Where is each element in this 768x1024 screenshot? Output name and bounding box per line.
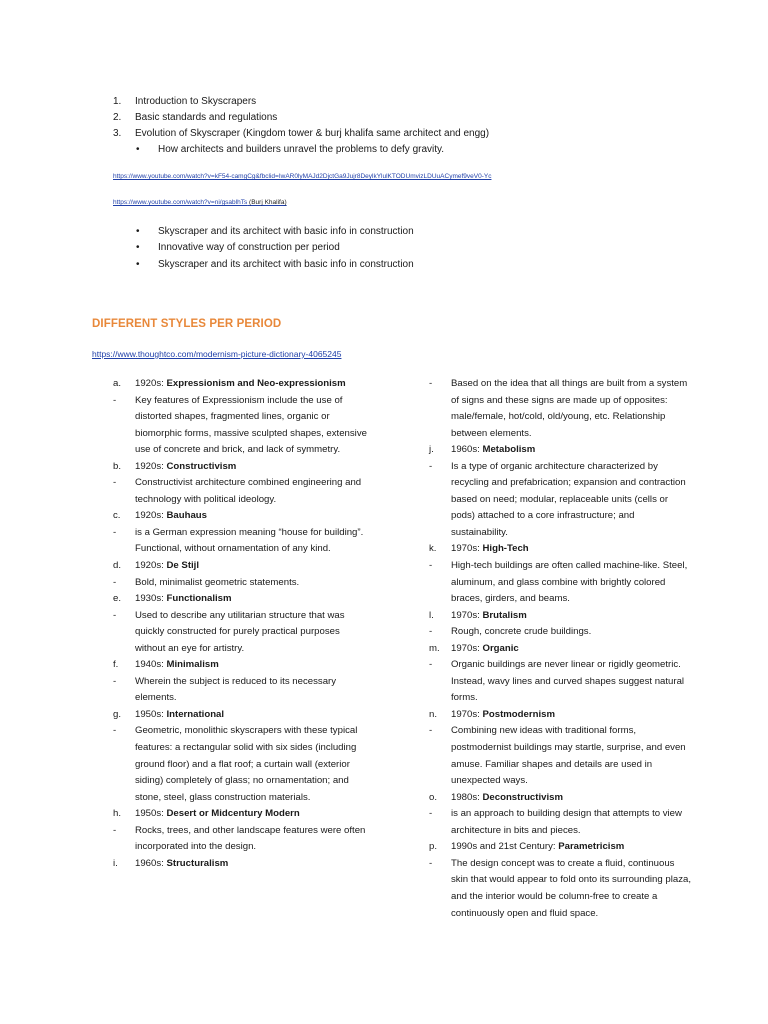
style-entry-desc: - Bold, minimalist geometric statements. xyxy=(113,576,300,588)
style-entry-title: j. 1960s: Metabolism xyxy=(429,444,536,456)
bullet-icon: • xyxy=(136,242,140,253)
bullet-item: • Skyscraper and its architect with basic info in construction xyxy=(136,226,414,237)
sub-bullet-text: How architects and builders unravel the problems to defy gravity. xyxy=(158,144,445,155)
style-entry-title: h. 1950s: Desert or Midcentury Modern xyxy=(113,808,300,820)
style-entry-desc: - High-tech buildings are often called machine-like. Steel, aluminum, and glass combine with brightly colored braces, girders, and beams. xyxy=(429,560,688,605)
link-note: (Burj Khalifa) xyxy=(249,199,287,206)
style-entry-title: g. 1950s: International xyxy=(113,708,225,720)
style-entry-title: c. 1920s: Bauhaus xyxy=(113,510,208,522)
list-item: 3. Evolution of Skyscraper (Kingdom tower & burj khalifa same architect and engg) xyxy=(113,128,490,139)
style-entry-desc: - Constructivist architecture combined engineering and technology with political ideology. xyxy=(113,477,362,505)
style-entry-desc: - Based on the idea that all things are built from a system of signs and these signs are made up of opposites: male/female, hot/cold, old/young, etc. Relationship between elements. xyxy=(429,378,688,439)
style-entry-desc: - Wherein the subject is reduced to its necessary elements. xyxy=(113,675,337,704)
style-entry-desc: - Used to describe any utilitarian structure that was quickly constructed for purely practical purposes without an eye for artistry. xyxy=(113,609,345,654)
youtube-link-2[interactable]: https://www.youtube.com/watch?v=ni/gsablhTs xyxy=(113,199,248,206)
style-entry-desc: - Key features of Expressionism include the use of distorted shapes, fragmented lines, organic or biomorphic forms, massive sculpted shapes, extensive use of concrete and brick, and lack of symmetry. xyxy=(113,394,367,456)
style-entry-title: i. 1960s: Structuralism xyxy=(113,857,229,869)
bullet-icon: • xyxy=(136,259,140,270)
style-entry-title: b. 1920s: Constructivism xyxy=(113,460,237,472)
style-entry-title: d. 1920s: De Stijl xyxy=(113,560,200,572)
style-entry-desc: - is a German expression meaning “house for building”. Functional, without ornamentation of any kind. xyxy=(113,526,364,555)
style-entry-title: a. 1920s: Expressionism and Neo-expressionism xyxy=(113,378,346,389)
style-entry-title: l. 1970s: Brutalism xyxy=(429,609,527,621)
bullet-item: • Skyscraper and its architect with basic info in construction xyxy=(136,259,414,270)
list-item: 1. Introduction to Skyscrapers xyxy=(113,96,257,107)
youtube-link-1[interactable]: https://www.youtube.com/watch?v=kF54-camgCg&fbclid=IwAR0lyMAJd2DjctGa9Jujr8DeylkYlulKTODUmvizLDUuACymef9veV0-Yc xyxy=(113,173,492,180)
style-entry-title: n. 1970s: Postmodernism xyxy=(429,708,555,720)
section-heading: DIFFERENT STYLES PER PERIOD xyxy=(92,318,282,330)
style-entry-title: p. 1990s and 21st Century: Parametricism xyxy=(429,841,625,853)
style-entry-desc: - Geometric, monolithic skyscrapers with these typical features: a rectangular solid with six sides (including ground floor) and a flat roof; a curtain wall (exterior siding) completely of glass; no ornamentation; and stone, steel, glass construction materials. xyxy=(113,725,358,803)
list-item-text: Basic standards and regulations xyxy=(135,112,278,123)
sub-bullet-item xyxy=(136,144,444,156)
style-entry-desc: - Is a type of organic architecture characterized by recycling and prefabrication; expansion and contraction based on need; modular, replaceable units (cells or pods) attached to a core infrastructure; and sustainability. xyxy=(429,460,686,538)
style-entry-title: o. 1980s: Deconstructivism xyxy=(429,791,563,803)
list-item: 2. Basic standards and regulations xyxy=(113,112,278,123)
bullet-icon: • xyxy=(136,226,140,237)
list-item-text: Evolution of Skyscraper (Kingdom tower & burj khalifa same architect and engg) xyxy=(135,128,490,139)
youtube-link-2-row xyxy=(113,198,287,207)
style-entry-desc: - is an approach to building design that attempts to view architecture in bits and pieces. xyxy=(429,808,682,836)
style-entry-desc: - Organic buildings are never linear or rigidly geometric. Instead, wavy lines and curved shapes suggest natural forms. xyxy=(429,659,685,704)
style-entry-desc: - The design concept was to create a fluid, continuous skin that would appear to fold onto its surrounding plaza, and the interior would be column-free to create a continuously open and fluid space. xyxy=(429,857,691,919)
bullet-icon: • xyxy=(136,144,140,155)
style-entry-title: m. 1970s: Organic xyxy=(429,642,519,654)
thoughtco-link[interactable]: https://www.thoughtco.com/modernism-picture-dictionary-4065245 xyxy=(92,349,342,359)
styles-right-column xyxy=(429,376,691,922)
styles-left-column xyxy=(113,376,368,872)
style-entry-title: e. 1930s: Functionalism xyxy=(113,593,232,605)
bullet-item: • Innovative way of construction per period xyxy=(136,242,340,253)
style-entry-desc: - Rough, concrete crude buildings. xyxy=(429,626,592,638)
style-entry-title: k. 1970s: High-Tech xyxy=(429,543,529,555)
style-entry-desc: - Rocks, trees, and other landscape features were often incorporated into the design. xyxy=(113,824,366,853)
style-entry-desc: - Combining new ideas with traditional forms, postmodernist buildings may startle, surprise, and even amuse. Familiar shapes and details are used in unexpected ways. xyxy=(429,725,686,787)
style-entry-title: f. 1940s: Minimalism xyxy=(113,659,219,671)
list-item-text: Introduction to Skyscrapers xyxy=(135,96,257,107)
